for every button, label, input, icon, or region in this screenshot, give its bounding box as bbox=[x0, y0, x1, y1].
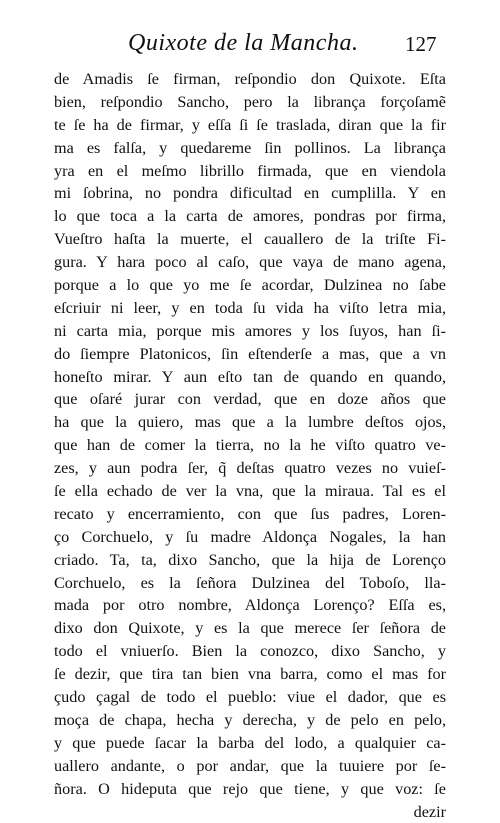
text-line: ſe dezir, que tira tan bien vna barra, como el mas for bbox=[54, 663, 446, 686]
text-line: lo que toca a la carta de amores, pondras por firma, bbox=[54, 205, 446, 228]
text-line: çudo çagal de todo el pueblo: viue el dador, que es bbox=[54, 686, 446, 709]
text-line: todo el vniuerſo. Bien la conozco, dixo Sancho, y bbox=[54, 640, 446, 663]
text-line: ma es falſa, y quedareme ſin pollinos. La librança bbox=[54, 137, 446, 160]
text-line: recato y encerramiento, con que ſus padres, Loren- bbox=[54, 503, 446, 526]
text-line: honeſto mirar. Y aun eſto tan de quando en quando, bbox=[54, 366, 446, 389]
body-text bbox=[54, 68, 446, 823]
text-line: do ſiempre Platonicos, ſin eſtenderſe a mas, que a vn bbox=[54, 343, 446, 366]
text-line: te ſe ha de firmar, y eſſa ſi ſe traslada, diran que la fir bbox=[54, 114, 446, 137]
text-line: zes, y aun podra ſer, q̃ deſtas quatro vezes no vuieſ- bbox=[54, 457, 446, 480]
text-line: Corchuelo, es la ſeñora Dulzinea del Toboſo, lla- bbox=[54, 572, 446, 595]
text-line: ço Corchuelo, y ſu madre Aldonça Nogales, la han bbox=[54, 526, 446, 549]
text-line: que han de comer la tierra, no la he viſto quatro ve- bbox=[54, 434, 446, 457]
text-line: que oſaré jurar con verdad, que en doze años que bbox=[54, 388, 446, 411]
text-line: gura. Y hara poco al caſo, que vaya de mano agena, bbox=[54, 251, 446, 274]
text-line: mada por otro nombre, Aldonça Lorenço? Eſſa es, bbox=[54, 594, 446, 617]
text-line: ñora. O hideputa que rejo que tiene, y que voz: ſe bbox=[54, 778, 446, 801]
text-line: Vueſtro haſta la muerte, el cauallero de la triſte Fi- bbox=[54, 228, 446, 251]
text-line: criado. Ta, ta, dixo Sancho, que la hija de Lorenço bbox=[54, 549, 446, 572]
text-line: uallero andante, o por andar, que la tuuiere por ſe- bbox=[54, 755, 446, 778]
text-line: dixo don Quixote, y es la que merece ſer ſeñora de bbox=[54, 617, 446, 640]
running-title: Quixote de la Mancha. bbox=[128, 30, 358, 57]
text-line: de Amadis ſe firman, reſpondio don Quixote. Eſta bbox=[54, 68, 446, 91]
text-line: ni carta mia, porque mis amores y los ſuyos, han ſi- bbox=[54, 320, 446, 343]
text-line: y que puede ſacar la barba del lodo, a qualquier ca- bbox=[54, 732, 446, 755]
text-line: mi ſobrina, no pondra dificultad en cumplilla. Y en bbox=[54, 182, 446, 205]
text-line: ſe ella echado de ver la vna, que la miraua. Tal es el bbox=[54, 480, 446, 503]
text-line: eſcriuir ni leer, y en toda ſu vida ha viſto letra mia, bbox=[54, 297, 446, 320]
text-line: yra en el meſmo librillo firmada, que en viendola bbox=[54, 160, 446, 183]
page-number: 127 bbox=[405, 32, 437, 57]
text-line: moça de chapa, hecha y derecha, y de pelo en pelo, bbox=[54, 709, 446, 732]
text-line: bien, reſpondio Sancho, pero la librança forçoſamẽ bbox=[54, 91, 446, 114]
text-line: porque a lo que yo me ſe acordar, Dulzinea no ſabe bbox=[54, 274, 446, 297]
catchword: dezir bbox=[54, 801, 446, 823]
text-line: ha que la quiero, mas que a la lumbre deſtos ojos, bbox=[54, 411, 446, 434]
